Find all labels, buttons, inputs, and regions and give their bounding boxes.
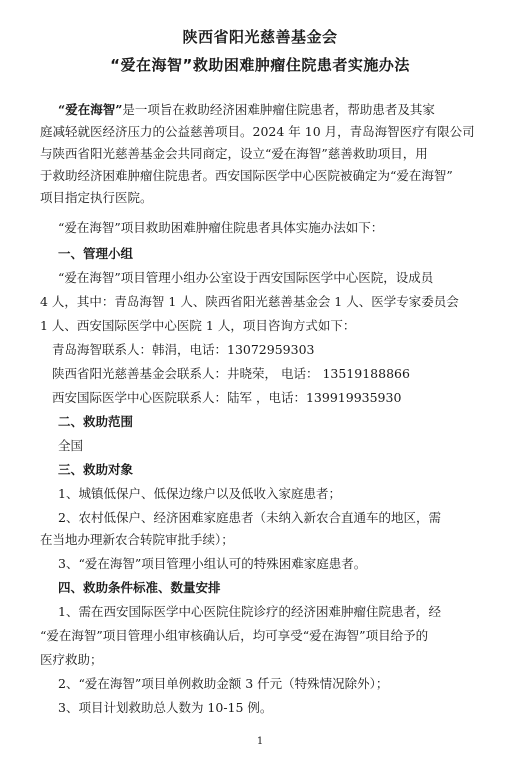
section-2-heading: 二、救助范围	[58, 414, 134, 429]
section-1-line-2: 4 人，其中：青岛海智 1 人、陕西省阳光慈善基金会 1 人、医学专家委员会	[40, 294, 459, 309]
section-1-line-1: “爱在海智”项目管理小组办公室设于西安国际医学中心医院，设成员	[58, 270, 434, 285]
section-3-item-2-cont: 在当地办理新农合转院审批手续）；	[40, 532, 234, 547]
contact-hospital: 西安国际医学中心医院联系人：陆军 ，电话：139919935930	[52, 390, 402, 405]
intro-line-2: 庭减轻就医经济压力的公益慈善项目。2024 年 10 月，青岛海智医疗有限公司	[40, 124, 475, 139]
section-4-item-1: 1、需在西安国际医学中心医院住院诊疗的经济困难肿瘤住院患者，经	[58, 604, 441, 619]
section-3-item-2: 2、农村低保户、经济困难家庭患者（未纳入新农合直通车的地区，需	[58, 510, 441, 525]
intro-line-5: 项目指定执行医院。	[40, 190, 153, 205]
lead-paragraph: “爱在海智”项目救助困难肿瘤住院患者具体实施办法如下：	[58, 220, 384, 235]
section-4-item-3: 3、项目计划救助总人数为 10-15 例。	[58, 700, 273, 715]
section-2-text: 全国	[58, 438, 84, 453]
project-name-bold: “爱在海智”	[58, 102, 123, 117]
intro-line-1	[58, 100, 480, 120]
section-4-item-1-end: 医疗救助；	[40, 652, 103, 667]
section-1-line-3: 1 人、西安国际医学中心医院 1 人，项目咨询方式如下：	[40, 318, 356, 333]
intro-line-1-rest: 是一项旨在救助经济困难肿瘤住院患者，帮助患者及其家	[122, 102, 435, 117]
section-4-item-2: 2、“爱在海智”项目单例救助金额 3 仟元（特殊情况除外）；	[58, 676, 389, 691]
intro-line-4: 于救助经济困难肿瘤住院患者。西安国际医学中心医院被确定为“爱在海智”	[40, 168, 453, 183]
contact-qingdao: 青岛海智联系人：韩涓，电话：13072959303	[52, 342, 315, 357]
section-4-heading: 四、救助条件标准、数量安排	[58, 580, 221, 595]
section-3-item-3: 3、“爱在海智”项目管理小组认可的特殊困难家庭患者。	[58, 556, 367, 571]
contact-foundation: 陕西省阳光慈善基金会联系人：井晓荣， 电话： 13519188866	[52, 366, 410, 381]
page-number: 1	[256, 736, 264, 747]
intro-line-3: 与陕西省阳光慈善基金会共同商定，设立“爱在海智”慈善救助项目，用	[40, 146, 428, 161]
document-title-org: 陕西省阳光慈善基金会	[182, 28, 338, 46]
document-title: “爱在海智”救助困难肿瘤住院患者实施办法	[110, 56, 410, 74]
section-1-heading: 一、管理小组	[58, 246, 134, 261]
section-3-item-1: 1、城镇低保户、低保边缘户以及低收入家庭患者；	[58, 486, 341, 501]
section-3-heading: 三、救助对象	[58, 462, 134, 477]
section-4-item-1-cont: “爱在海智”项目管理小组审核确认后，均可享受“爱在海智”项目给予的	[40, 628, 429, 643]
